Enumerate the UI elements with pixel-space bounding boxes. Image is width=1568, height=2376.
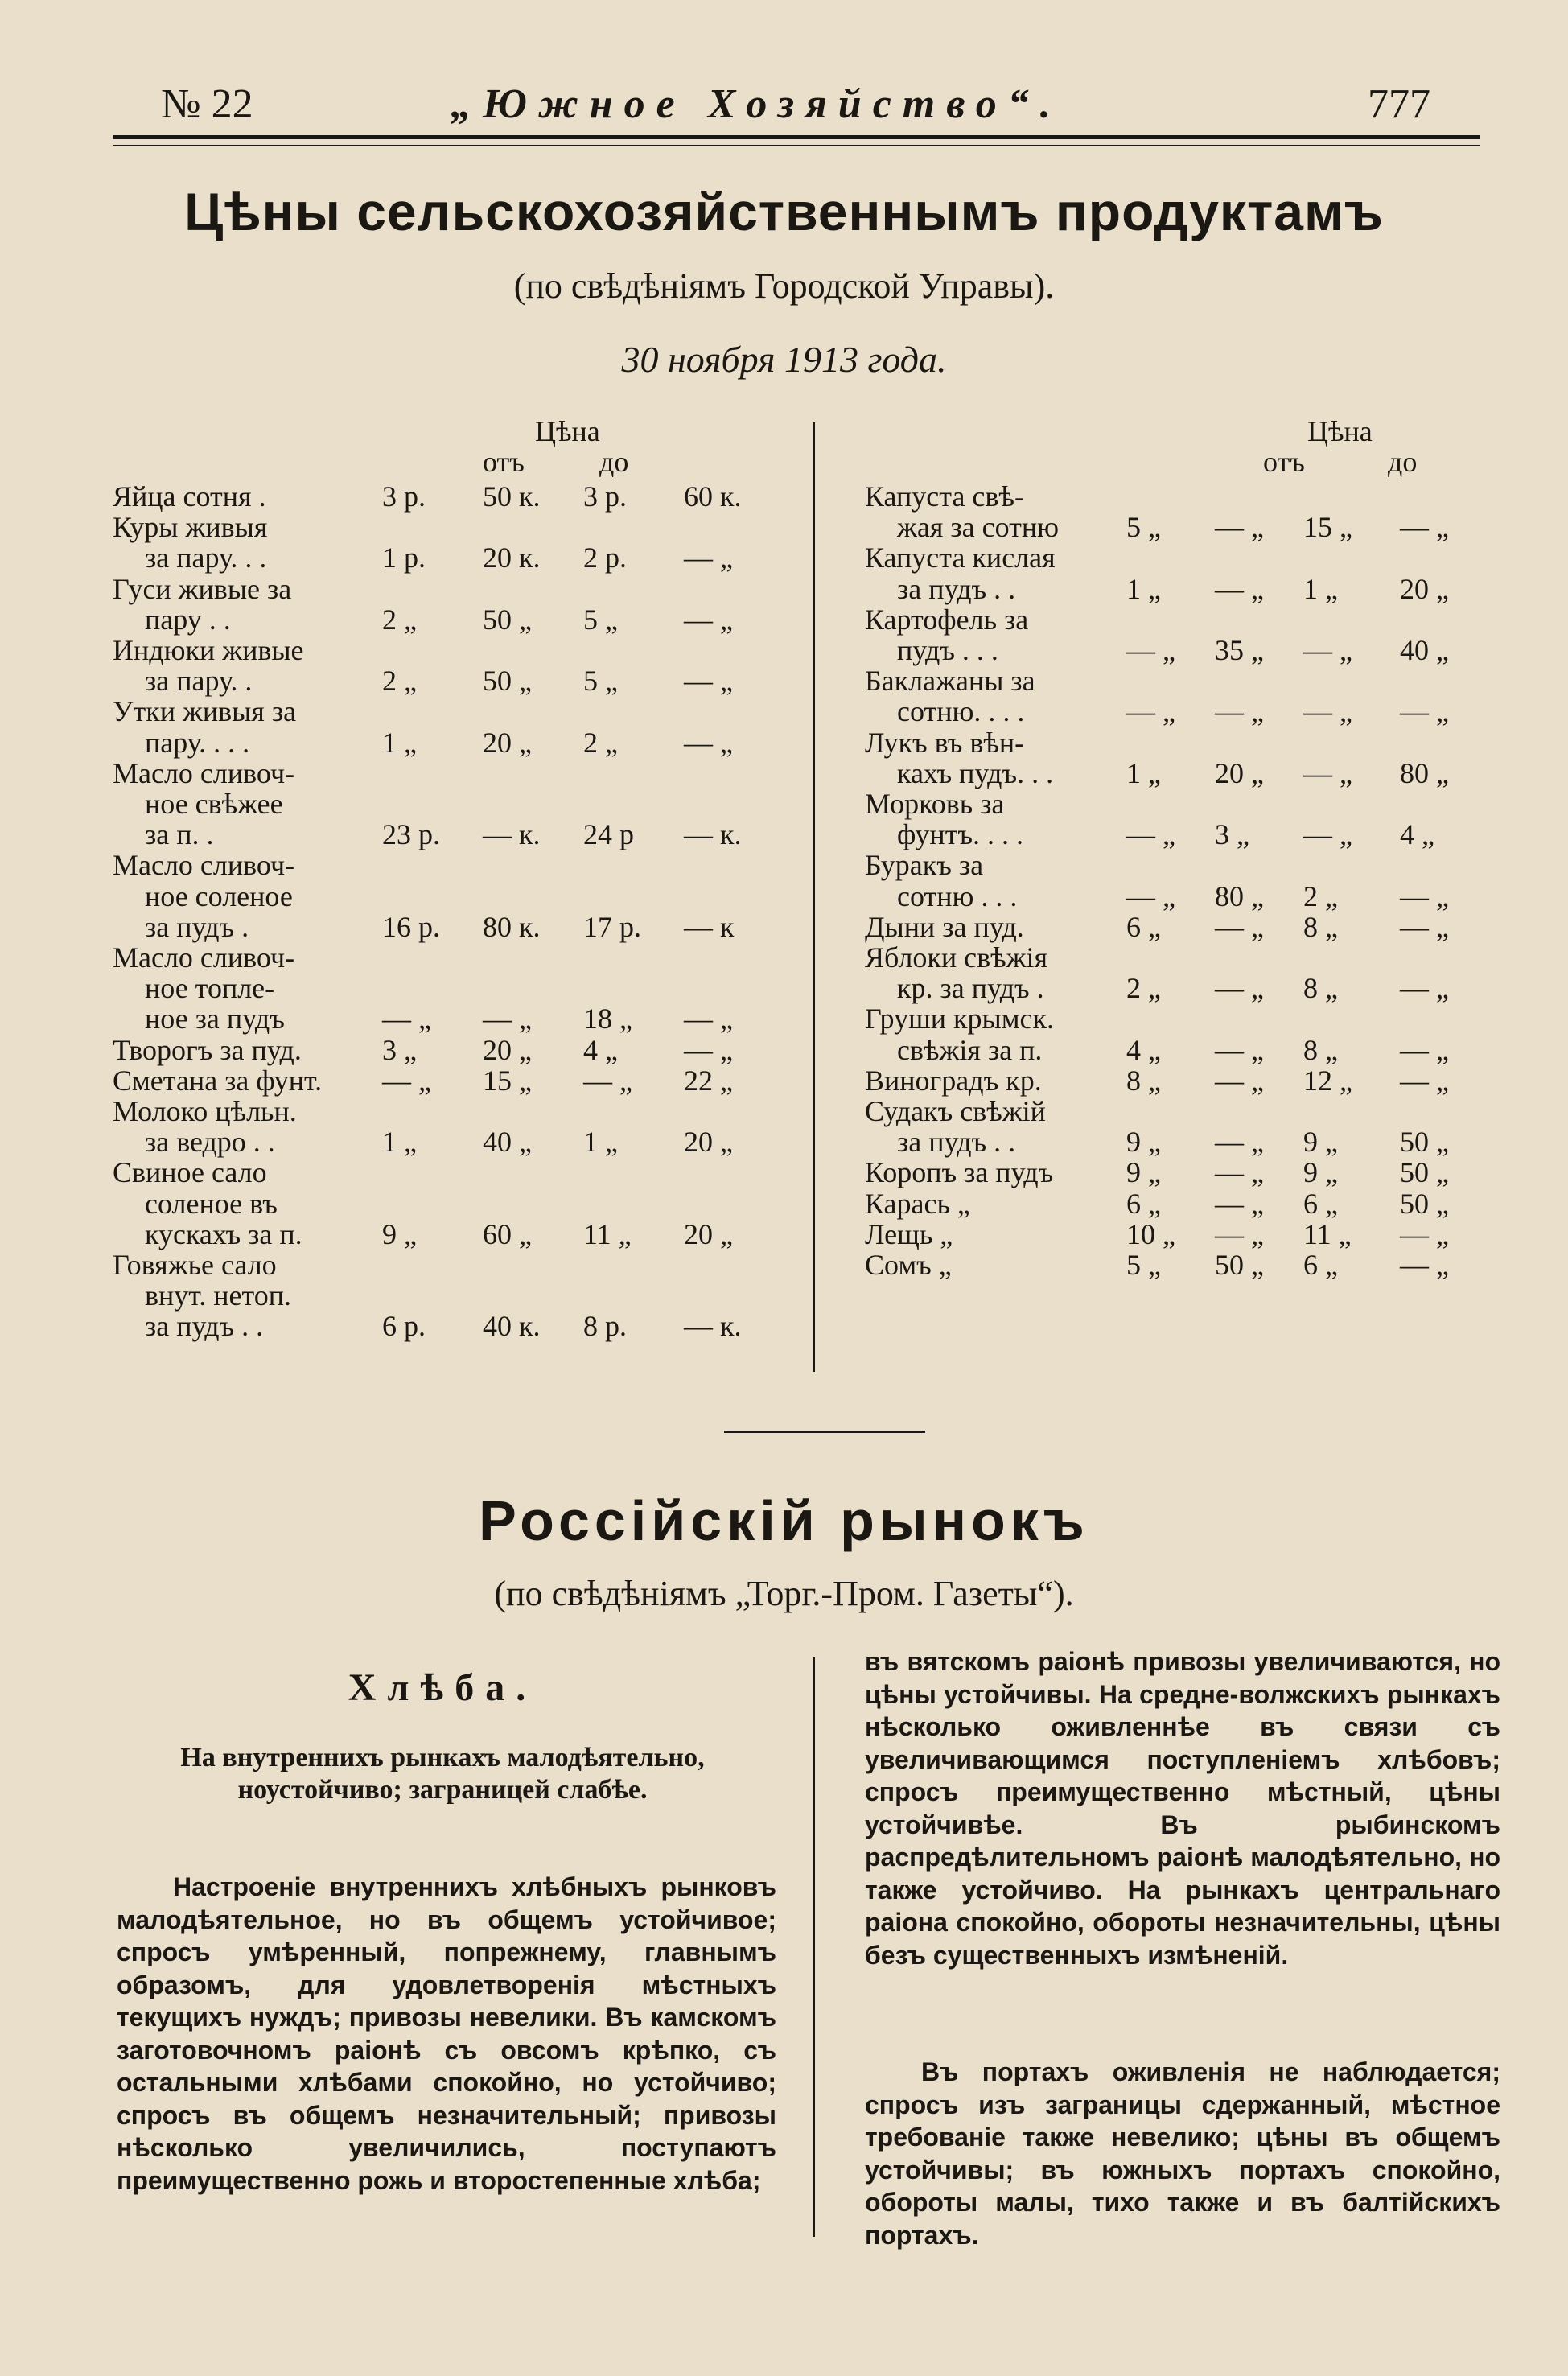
price-value: 20 „ [483, 1033, 532, 1066]
price-value: 5 „ [1126, 1249, 1161, 1281]
price-value: 20 „ [684, 1217, 733, 1250]
price-value: — „ [1126, 879, 1175, 912]
price-value: — „ [1400, 695, 1449, 728]
price-value: 9 „ [1303, 1156, 1338, 1189]
price-item-label: Масло сливоч- [113, 756, 295, 789]
price-value: 4 „ [1126, 1033, 1161, 1066]
price-value: 8 „ [1126, 1064, 1161, 1097]
price-item-label: Масло сливоч- [113, 941, 295, 974]
left-col-to-header: до [599, 446, 629, 478]
price-item-label: Яблоки свѣжія [865, 941, 1048, 974]
price-value: 3 „ [1215, 818, 1249, 851]
section-heading-grain: Хлѣба. [348, 1666, 537, 1709]
price-value: 3 „ [382, 1033, 417, 1066]
article-column-divider [813, 1657, 815, 2237]
price-value: — „ [684, 726, 733, 759]
price-value: — „ [1215, 1033, 1264, 1066]
left-col-from-header: отъ [483, 446, 525, 478]
price-value: 6 р. [382, 1310, 426, 1343]
price-value: 17 р. [583, 910, 641, 943]
price-value: 20 „ [684, 1126, 733, 1159]
price-item-label: Сметана за фунт. [113, 1064, 323, 1097]
price-value: 4 „ [1400, 818, 1434, 851]
price-item-label: Буракъ за [865, 849, 984, 882]
price-value: 23 р. [382, 818, 440, 851]
price-value: — „ [382, 1003, 431, 1036]
price-value: — „ [1215, 910, 1264, 943]
price-value: — „ [1400, 1064, 1449, 1097]
price-value: 60 „ [483, 1217, 532, 1250]
price-value: 8 „ [1303, 1033, 1338, 1066]
price-item-label: Молоко цѣльн. [113, 1095, 297, 1127]
price-value: 40 „ [1400, 634, 1449, 666]
right-col-from-header: отъ [1263, 446, 1305, 478]
price-value: 50 „ [483, 665, 532, 698]
price-value: 3 р. [583, 480, 627, 513]
price-value: 8 „ [1303, 972, 1338, 1005]
price-item-label: пару . . [145, 603, 231, 636]
price-value: 9 „ [1126, 1126, 1161, 1159]
price-value: 50 „ [1400, 1187, 1449, 1220]
price-value: 2 р. [583, 541, 627, 574]
price-value: 6 „ [1126, 1187, 1161, 1220]
price-item-label: ное топле- [145, 972, 275, 1005]
price-value: — к. [684, 1310, 742, 1343]
price-item-label: за пару. . . [145, 541, 267, 574]
price-value: 10 „ [1126, 1217, 1175, 1250]
price-value: 5 „ [1126, 511, 1161, 544]
price-item-label: Капуста свѣ- [865, 480, 1024, 513]
price-value: 9 „ [382, 1217, 417, 1250]
price-item-label: Сомъ „ [865, 1249, 952, 1281]
price-item-label: Лещь „ [865, 1217, 953, 1250]
price-value: 5 „ [583, 665, 618, 698]
price-value: — „ [1215, 972, 1264, 1005]
section-separator [724, 1431, 925, 1433]
price-value: — „ [1215, 1217, 1264, 1250]
price-value: 16 р. [382, 910, 440, 943]
prices-source: (по свѣдѣніямъ Городской Управы). [513, 266, 1055, 306]
price-item-label: за пудъ . . [897, 1126, 1016, 1159]
price-value: 18 „ [583, 1003, 632, 1036]
price-value: 1 „ [583, 1126, 618, 1159]
price-value: 40 к. [483, 1310, 541, 1343]
price-item-label: Гуси живые за [113, 572, 292, 605]
price-value: 1 р. [382, 541, 426, 574]
header-rule-thin [113, 145, 1480, 146]
price-value: — „ [1215, 511, 1264, 544]
price-item-label: Коропъ за пудъ [865, 1156, 1054, 1189]
price-value: — „ [1126, 818, 1175, 851]
journal-title: „Южное Хозяйство“. [451, 81, 1062, 127]
article-paragraph-right-2: Въ портахъ оживленія не наблюдается; спросъ изъ заграницы сдержанный, мѣстное требованіе также невелико; цѣны въ общемъ устойчивы; въ южныхъ портахъ спокойно, обороты малы, тихо также и въ балтійскихъ портахъ. [865, 2057, 1500, 2250]
price-value: — „ [684, 1003, 733, 1036]
price-item-label: ное за пудъ [145, 1003, 285, 1036]
price-value: 8 р. [583, 1310, 627, 1343]
price-value: — „ [1215, 1126, 1264, 1159]
price-value: — „ [1303, 695, 1352, 728]
price-item-label: пару. . . . [145, 726, 250, 759]
price-value: 5 „ [583, 603, 618, 636]
price-value: 80 „ [1215, 879, 1264, 912]
price-value: 22 „ [684, 1064, 733, 1097]
price-value: — „ [1215, 1064, 1264, 1097]
price-item-label: сотню . . . [897, 879, 1018, 912]
price-value: 50 „ [1400, 1156, 1449, 1189]
price-item-label: Баклажаны за [865, 665, 1035, 698]
price-value: 1 „ [1126, 572, 1161, 605]
price-value: — „ [1400, 1249, 1449, 1281]
price-item-label: фунтъ. . . . [897, 818, 1024, 851]
price-item-label: за п. . [145, 818, 214, 851]
price-value: 15 „ [1303, 511, 1352, 544]
price-value: — „ [1400, 879, 1449, 912]
price-item-label: Картофель за [865, 603, 1029, 636]
market-source: (по свѣдѣніямъ „Торг.-Пром. Газеты“). [494, 1574, 1074, 1613]
price-item-label: Виноградъ кр. [865, 1064, 1042, 1097]
price-value: — „ [1303, 818, 1352, 851]
price-value: 4 „ [583, 1033, 618, 1066]
price-item-label: за пудъ . . [145, 1310, 264, 1343]
price-value: 6 „ [1303, 1249, 1338, 1281]
price-item-label: Утки живыя за [113, 695, 297, 728]
price-item-label: за ведро . . [145, 1126, 275, 1159]
price-value: — „ [483, 1003, 532, 1036]
price-item-label: Карась „ [865, 1187, 970, 1220]
price-item-label: сотню. . . . [897, 695, 1025, 728]
price-value: 50 „ [1400, 1126, 1449, 1159]
price-value: 20 „ [1400, 572, 1449, 605]
price-value: 2 „ [382, 603, 417, 636]
price-value: — „ [1126, 634, 1175, 666]
price-value: — „ [1400, 972, 1449, 1005]
price-value: 20 „ [1215, 756, 1264, 789]
price-value: — „ [1215, 572, 1264, 605]
price-value: 15 „ [483, 1064, 532, 1097]
price-item-label: за пудъ . . [897, 572, 1016, 605]
price-value: 9 „ [1126, 1156, 1161, 1189]
price-item-label: Говяжье сало [113, 1249, 277, 1281]
price-value: 40 „ [483, 1126, 532, 1159]
price-item-label: жая за сотню [897, 511, 1060, 544]
price-value: — „ [1400, 910, 1449, 943]
price-item-label: Дыни за пуд. [865, 910, 1024, 943]
price-item-label: Творогъ за пуд. [113, 1033, 302, 1066]
price-item-label: Яйца сотня . [113, 480, 266, 513]
price-value: 9 „ [1303, 1126, 1338, 1159]
price-item-label: внут. нетоп. [145, 1279, 292, 1312]
price-value: — „ [684, 665, 733, 698]
price-value: — „ [684, 603, 733, 636]
price-item-label: Капуста кислая [865, 541, 1056, 574]
page-number: 777 [1368, 81, 1430, 127]
price-value: 24 р [583, 818, 634, 851]
price-value: 2 „ [583, 726, 618, 759]
prices-date: 30 ноября 1913 года. [621, 339, 947, 380]
issue-number: № 22 [161, 81, 253, 127]
price-value: 12 „ [1303, 1064, 1352, 1097]
price-item-label: Лукъ въ вѣн- [865, 726, 1025, 759]
price-value: 11 „ [1303, 1217, 1352, 1250]
price-value: — „ [382, 1064, 431, 1097]
header-rule [113, 135, 1480, 139]
price-value: 3 р. [382, 480, 426, 513]
price-value: — „ [1303, 634, 1352, 666]
price-item-label: Судакъ свѣжій [865, 1095, 1046, 1127]
price-item-label: свѣжія за п. [897, 1033, 1043, 1066]
price-value: 50 „ [483, 603, 532, 636]
price-value: — „ [1400, 1217, 1449, 1250]
price-value: — к. [483, 818, 541, 851]
price-value: — „ [1400, 511, 1449, 544]
price-value: — „ [1215, 1156, 1264, 1189]
price-item-label: кахъ пудъ. . . [897, 756, 1054, 789]
price-value: 20 к. [483, 541, 541, 574]
lead-summary: На внутреннихъ рынкахъ малодѣятельно, ноустойчиво; заграницей слабѣе. [180, 1743, 705, 1805]
price-value: — „ [1215, 695, 1264, 728]
price-value: 1 „ [382, 1126, 417, 1159]
price-value: 2 „ [1126, 972, 1161, 1005]
price-value: 60 к. [684, 480, 742, 513]
price-value: 80 к. [483, 910, 541, 943]
price-item-label: кр. за пудъ . [897, 972, 1044, 1005]
price-value: 35 „ [1215, 634, 1264, 666]
price-value: — „ [684, 541, 733, 574]
price-value: 1 „ [382, 726, 417, 759]
price-item-label: пудъ . . . [897, 634, 998, 666]
article-paragraph-right-1: въ вятскомъ раіонѣ привозы увеличиваются, но цѣны устойчивы. На средне-волжскихъ рынкахъ нѣсколько оживленнѣе въ связи съ увеличивающимся поступленіемъ хлѣбовъ; спросъ преимущественно мѣстный, цѣны устойчивѣе. Въ рыбинскомъ распредѣлительномъ раіонѣ малодѣятельно, но также устойчиво. На рынкахъ центральнаго раіона спокойно, обороты незначительны, цѣны безъ существенныхъ измѣненій. [865, 1647, 1500, 1970]
price-value: — „ [1215, 1187, 1264, 1220]
price-value: — „ [1303, 756, 1352, 789]
price-item-label: Куры живыя [113, 511, 268, 544]
price-value: 8 „ [1303, 910, 1338, 943]
price-value: 1 „ [1126, 756, 1161, 789]
price-value: 11 „ [583, 1217, 632, 1250]
price-item-label: Масло сливоч- [113, 849, 295, 882]
price-item-label: за пару. . [145, 665, 253, 698]
left-col-price-header: Цѣна [535, 415, 600, 447]
price-item-label: Свиное сало [113, 1156, 267, 1189]
market-title: Россійскій рынокъ [479, 1489, 1089, 1552]
price-value: — к. [684, 818, 742, 851]
price-item-label: Груши крымск. [865, 1003, 1054, 1036]
article-paragraph-left: Настроеніе внутреннихъ хлѣбныхъ рынковъ малодѣятельное, но въ общемъ устойчивое; спросъ умѣренный, попрежнему, главнымъ образомъ, для удовлетворенія мѣстныхъ текущихъ нуждъ; привозы невелики. Въ камскомъ заготовочномъ раіонѣ съ овсомъ крѣпко, съ остальными хлѣбами спокойно, но устойчиво; спросъ въ общемъ незначительный; привозы нѣсколько увеличились, поступаютъ преимущественно рожь и второстепенные хлѣба; [117, 1872, 776, 2195]
right-col-price-header: Цѣна [1307, 415, 1373, 447]
price-value: 6 „ [1303, 1187, 1338, 1220]
price-item-label: соленое въ [145, 1187, 278, 1220]
price-value: 50 „ [1215, 1249, 1264, 1281]
price-value: — к [684, 910, 735, 943]
price-item-label: Морковь за [865, 788, 1005, 820]
price-value: — „ [1126, 695, 1175, 728]
price-value: — „ [1400, 1033, 1449, 1066]
price-item-label: кускахъ за п. [145, 1217, 302, 1250]
column-divider [813, 422, 815, 1372]
prices-title: Цѣны сельскохозяйственнымъ продуктамъ [184, 182, 1384, 241]
price-value: 6 „ [1126, 910, 1161, 943]
price-item-label: ное соленое [145, 879, 293, 912]
price-value: 80 „ [1400, 756, 1449, 789]
price-item-label: Индюки живые [113, 634, 304, 666]
right-col-to-header: до [1388, 446, 1418, 478]
price-value: 20 „ [483, 726, 532, 759]
price-item-label: за пудъ . [145, 910, 249, 943]
price-value: 50 к. [483, 480, 541, 513]
price-value: — „ [583, 1064, 632, 1097]
price-value: — „ [684, 1033, 733, 1066]
price-value: 1 „ [1303, 572, 1338, 605]
price-value: 2 „ [1303, 879, 1338, 912]
price-value: 2 „ [382, 665, 417, 698]
price-item-label: ное свѣжее [145, 788, 283, 820]
